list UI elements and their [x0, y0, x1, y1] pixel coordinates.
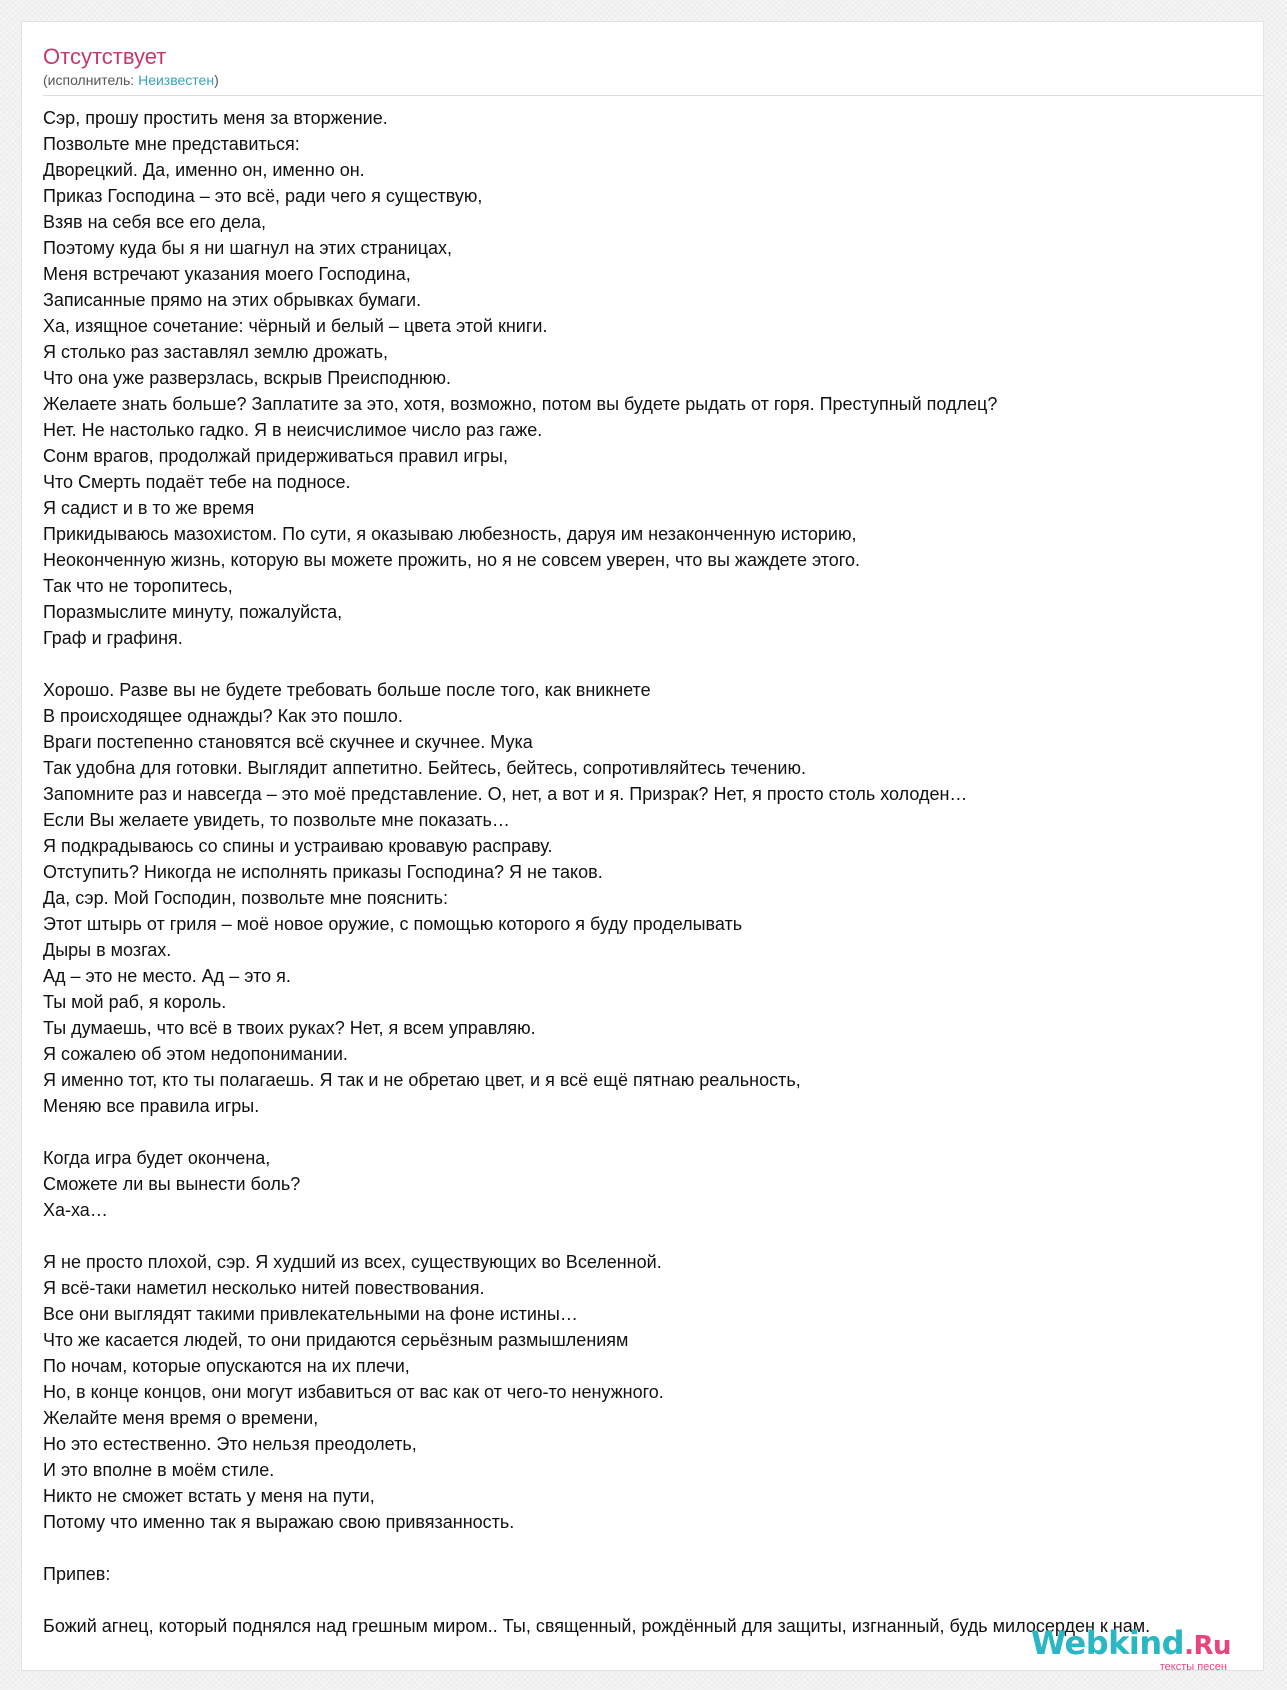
artist-line: [43, 71, 219, 89]
stanza-break: [43, 1119, 1264, 1145]
lyric-line: Этот штырь от гриля – моё новое оружие, с помощью которого я буду проделывать: [43, 914, 743, 934]
song-title: Отсутствует: [43, 44, 167, 69]
lyric-line: Сэр, прошу простить меня за вторжение.: [43, 108, 388, 128]
lyric-line: Дворецкий. Да, именно он, именно он.: [43, 160, 365, 180]
lyric-line: Я именно тот, кто ты полагаешь. Я так и не обретаю цвет, и я всё ещё пятнаю реальность,: [43, 1070, 801, 1090]
lyric-line: Позвольте мне представиться:: [43, 134, 300, 154]
lyric-line: Отступить? Никогда не исполнять приказы Господина? Я не таков.: [43, 862, 603, 882]
lyric-line: Запомните раз и навсегда – это моё представление. О, нет, а вот и я. Призрак? Нет, я просто столь холоден…: [43, 784, 968, 804]
lyric-line: Да, сэр. Мой Господин, позвольте мне пояснить:: [43, 888, 449, 908]
lyric-line: Но это естественно. Это нельзя преодолеть,: [43, 1434, 417, 1454]
lyric-line: Я не просто плохой, сэр. Я худший из всех, существующих во Вселенной.: [43, 1252, 662, 1272]
lyrics-text: [43, 105, 1264, 1639]
logo-main-text: Webkind: [1030, 1624, 1185, 1662]
lyric-line: Что она уже разверзлась, вскрыв Преисподнюю.: [43, 368, 452, 388]
lyric-line: Граф и графиня.: [43, 628, 183, 648]
lyric-line: Записанные прямо на этих обрывках бумаги.: [43, 290, 422, 310]
lyric-line: Взяв на себя все его дела,: [43, 212, 266, 232]
lyric-line: Неоконченную жизнь, которую вы можете прожить, но я не совсем уверен, что вы жаждете этого.: [43, 550, 860, 570]
lyric-line: Прикидываюсь мазохистом. По сути, я оказываю любезность, даруя им незаконченную историю,: [43, 524, 857, 544]
lyric-line: Когда игра будет окончена,: [43, 1148, 271, 1168]
artist-suffix: ): [214, 72, 219, 88]
lyric-line: Ха-ха…: [43, 1200, 108, 1220]
lyric-line: Так удобна для готовки. Выглядит аппетитно. Бейтесь, бейтесь, сопротивляйтесь течению.: [43, 758, 806, 778]
lyric-line: Я садист и в то же время: [43, 498, 255, 518]
lyric-line: Я сожалею об этом недопонимании.: [43, 1044, 348, 1064]
lyric-line: Меняю все правила игры.: [43, 1096, 260, 1116]
lyric-line: Потому что именно так я выражаю свою привязанность.: [43, 1512, 515, 1532]
lyric-line: Все они выглядят такими привлекательными на фоне истины…: [43, 1304, 578, 1324]
lyric-line: По ночам, которые опускаются на их плечи,: [43, 1356, 410, 1376]
lyric-line: Я столько раз заставлял землю дрожать,: [43, 342, 388, 362]
lyric-line: Что Смерть подаёт тебе на подносе.: [43, 472, 351, 492]
stanza-break: [43, 1223, 1264, 1249]
lyric-line: Враги постепенно становятся всё скучнее и скучнее. Мука: [43, 732, 533, 752]
lyric-line: Я всё-таки наметил несколько нитей повествования.: [43, 1278, 485, 1298]
lyric-line: Что же касается людей, то они придаются серьёзным размышлениям: [43, 1330, 629, 1350]
lyric-line: Ты мой раб, я король.: [43, 992, 227, 1012]
lyric-line: Поэтому куда бы я ни шагнул на этих страницах,: [43, 238, 453, 258]
lyric-line: Желайте меня время о времени,: [43, 1408, 319, 1428]
logo-tagline: тексты песен: [1159, 1661, 1227, 1671]
lyric-line: Если Вы желаете увидеть, то позвольте мне показать…: [43, 810, 510, 830]
site-logo[interactable]: [1031, 1626, 1231, 1671]
lyric-line: Божий агнец, который поднялся над грешным миром.. Ты, священный, рождённый для защиты, изгнанный, будь милосерден к нам.: [43, 1616, 1151, 1636]
artist-link[interactable]: Неизвестен: [138, 72, 215, 88]
lyric-line: Но, в конце концов, они могут избавиться от вас как от чего-то ненужного.: [43, 1382, 664, 1402]
stanza-break: [43, 1535, 1264, 1561]
lyric-line: Желаете знать больше? Заплатите за это, хотя, возможно, потом вы будете рыдать от горя. Преступный подлец?: [43, 394, 998, 414]
lyric-line: Меня встречают указания моего Господина,: [43, 264, 411, 284]
lyric-line: В происходящее однажды? Как это пошло.: [43, 706, 403, 726]
lyric-line: Никто не сможет встать у меня на пути,: [43, 1486, 375, 1506]
lyric-line: Так что не торопитесь,: [43, 576, 233, 596]
lyric-line: Ха, изящное сочетание: чёрный и белый – цвета этой книги.: [43, 316, 548, 336]
stanza-break: [43, 651, 1264, 677]
lyric-line: Хорошо. Разве вы не будете требовать больше после того, как вникнете: [43, 680, 651, 700]
lyric-line: Припев:: [43, 1564, 111, 1584]
lyric-line: Сонм врагов, продолжай придерживаться правил игры,: [43, 446, 508, 466]
lyric-line: Ад – это не место. Ад – это я.: [43, 966, 291, 986]
lyric-line: Приказ Господина – это всё, ради чего я существую,: [43, 186, 483, 206]
artist-prefix: (исполнитель:: [43, 72, 139, 88]
logo-domain-text: .Ru: [1184, 1631, 1231, 1661]
stanza-break: [43, 1587, 1264, 1613]
lyric-line: И это вполне в моём стиле.: [43, 1460, 275, 1480]
lyrics-card: [21, 21, 1264, 1671]
title-divider: [43, 95, 1264, 96]
lyric-line: Нет. Не настолько гадко. Я в неисчислимое число раз гаже.: [43, 420, 543, 440]
lyric-line: Ты думаешь, что всё в твоих руках? Нет, я всем управляю.: [43, 1018, 536, 1038]
lyric-line: Сможете ли вы вынести боль?: [43, 1174, 301, 1194]
lyric-line: Я подкрадываюсь со спины и устраиваю кровавую расправу.: [43, 836, 553, 856]
logo-wordmark: [1031, 1626, 1231, 1663]
lyric-line: Поразмыслите минуту, пожалуйста,: [43, 602, 343, 622]
lyric-line: Дыры в мозгах.: [43, 940, 172, 960]
